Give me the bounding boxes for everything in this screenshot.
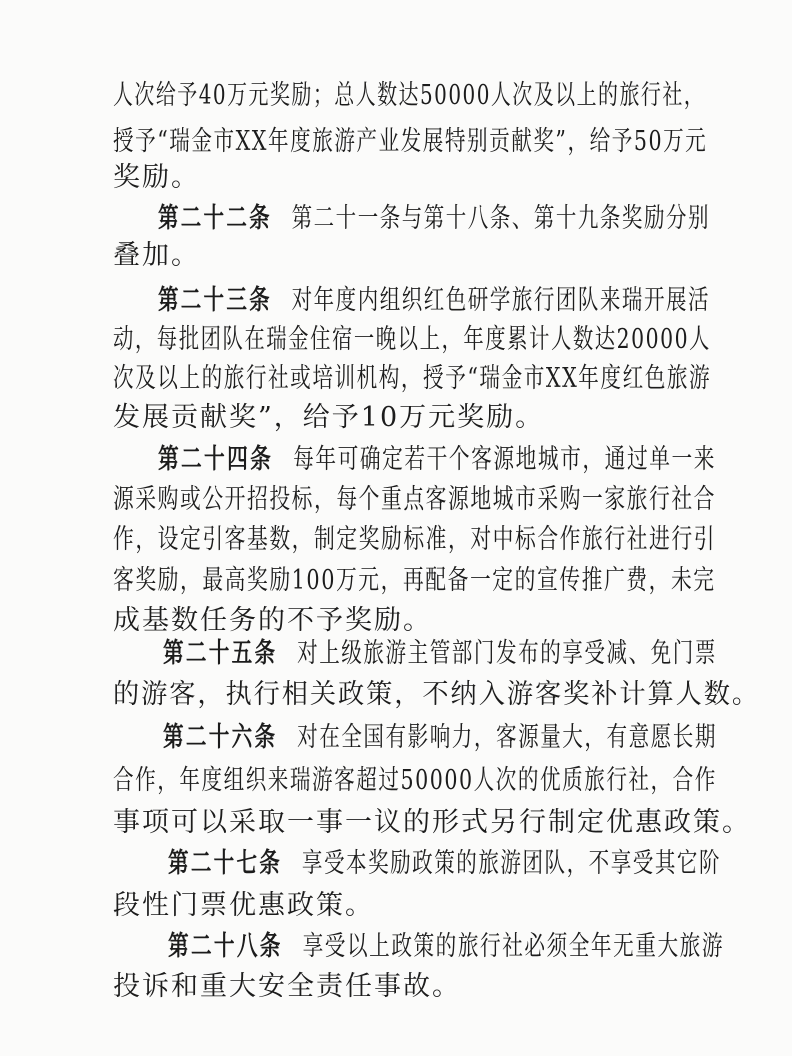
article-number: 第二十七条 <box>168 848 283 879</box>
article-24-first-line: 第二十四条 每年可确定若干个客源地城市，通过单一来 <box>158 444 716 475</box>
text-line: 人次给予40万元奖励；总人数达50000人次及以上的旅行社， <box>113 80 706 111</box>
article-number: 第二十二条 <box>158 203 272 234</box>
text-line: 段性门票优惠政策。 <box>113 890 374 921</box>
text-line: 的游客，执行相关政策，不纳入游客奖补计算人数。 <box>113 679 760 710</box>
article-25-first-line: 第二十五条 对上级旅游主管部门发布的享受减、免门票 <box>163 638 717 669</box>
text-line: 奖励。 <box>113 162 200 193</box>
text-line: 发展贡献奖”，给予10万元奖励。 <box>113 402 545 433</box>
text-line: 成基数任务的不予奖励。 <box>113 605 432 636</box>
article-28-first-line: 第二十八条 享受以上政策的旅行社必须全年无重大旅游 <box>168 931 725 962</box>
text-line: 源采购或公开招投标，每个重点客源地城市采购一家旅行社合 <box>113 484 716 515</box>
text-line: 动，每批团队在瑞金住宿一晚以上，年度累计人数达20000人 <box>113 324 711 355</box>
text-line: 授予“瑞金市XX年度旅游产业发展特别贡献奖”，给予50万元 <box>113 126 708 157</box>
article-number: 第二十五条 <box>163 638 278 669</box>
article-number: 第二十六条 <box>163 722 278 753</box>
article-26-first-line: 第二十六条 对在全国有影响力，客源量大，有意愿长期 <box>163 722 717 753</box>
article-27-first-line: 第二十七条 享受本奖励政策的旅游团队，不享受其它阶 <box>168 848 722 879</box>
article-22-first-line: 第二十二条 第二十一条与第十八条、第十九条奖励分别 <box>158 203 711 234</box>
text-line: 合作，年度组织来瑞游客超过50000人次的优质旅行社，合作 <box>113 765 717 796</box>
text-line: 作，设定引客基数，制定奖励标准，对中标合作旅行社进行引 <box>113 524 716 555</box>
article-number: 第二十四条 <box>158 444 274 475</box>
article-23-first-line: 第二十三条 对年度内组织红色研学旅行团队来瑞开展活 <box>158 285 711 316</box>
text-line: 事项可以采取一事一议的形式另行制定优惠政策。 <box>113 807 751 838</box>
text-line: 叠加。 <box>113 240 200 271</box>
text-line: 投诉和重大安全责任事故。 <box>113 971 461 1002</box>
article-number: 第二十三条 <box>158 285 272 316</box>
text-line: 客奖励，最高奖励100万元，再配备一定的宣传推广费，未完 <box>113 565 716 596</box>
text-line: 次及以上的旅行社或培训机构，授予“瑞金市XX年度红色旅游 <box>113 363 712 394</box>
article-number: 第二十八条 <box>168 931 283 962</box>
